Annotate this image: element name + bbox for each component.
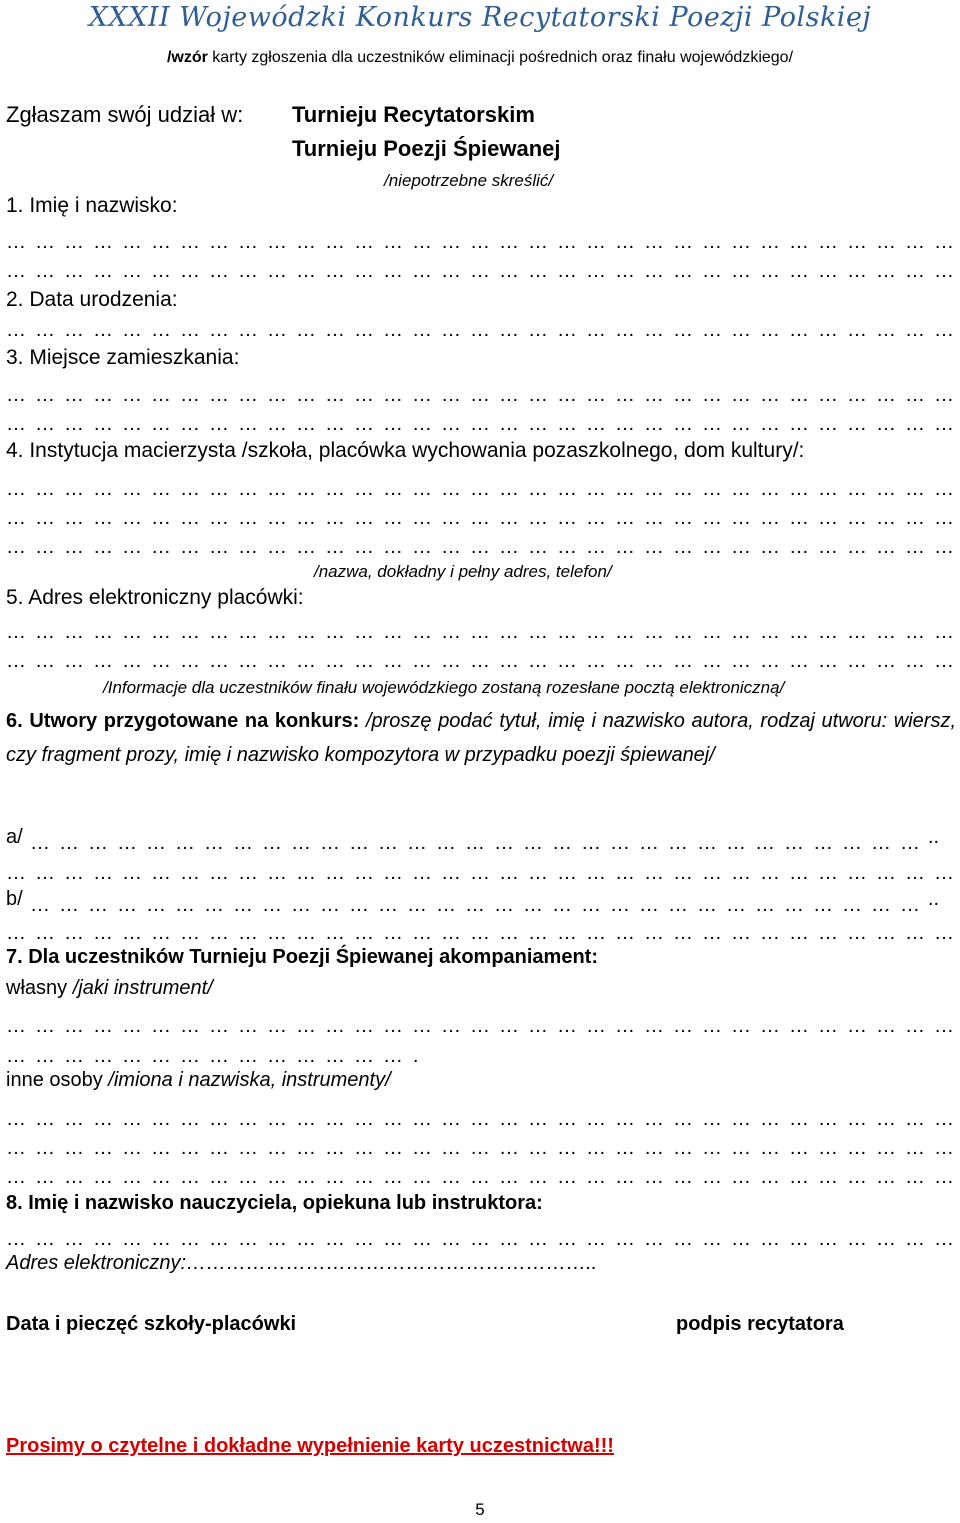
- work-b-line-1[interactable]: [30, 894, 920, 916]
- option-recitation-tournament[interactable]: Turnieju Recytatorskim: [292, 102, 535, 127]
- subtitle-text: karty zgłoszenia dla uczestników eliminacji pośrednich oraz finału wojewódzkiego/: [207, 49, 794, 66]
- field-teacher-line[interactable]: [6, 1228, 954, 1250]
- other-accompaniment-line-2[interactable]: [6, 1137, 954, 1159]
- work-a-label: a/: [6, 826, 23, 848]
- field-email-line-1[interactable]: [6, 621, 954, 643]
- field-residence-line-1[interactable]: [6, 384, 954, 406]
- page-number: 5: [475, 1500, 485, 1519]
- fill-request-notice: Prosimy o czytelne i dokładne wypełnienie karty uczestnictwa!!!: [6, 1435, 614, 1457]
- field-birthdate-line[interactable]: [6, 319, 954, 341]
- other-accompaniment-text: inne osoby: [6, 1069, 109, 1091]
- field-birthdate-label: 2. Data urodzenia:: [6, 288, 178, 311]
- work-a-line-end: ..: [928, 826, 940, 848]
- strike-out-note: /niepotrzebne skreślić/: [384, 171, 554, 190]
- document-title: XXXII Wojewódzki Konkurs Recytatorski Poezji Polskiej: [88, 2, 872, 33]
- field-name-line-1[interactable]: [6, 231, 954, 253]
- teacher-email-field[interactable]: Adres elektroniczny:……………………………………………………..: [6, 1252, 598, 1274]
- other-accompaniment-label: [6, 1069, 391, 1092]
- field-institution-line-1[interactable]: [6, 478, 954, 500]
- other-accompaniment-hint: /imiona i nazwiska, instrumenty/: [108, 1069, 391, 1091]
- subtitle-bold: /wzór: [166, 49, 208, 66]
- own-accompaniment-line-1[interactable]: [6, 1015, 954, 1037]
- field-email-label: 5. Adres elektroniczny placówki:: [6, 586, 304, 609]
- own-accompaniment-line-2[interactable]: [6, 1045, 420, 1067]
- field-works-description: [6, 704, 956, 772]
- field-name-label: 1. Imię i nazwisko:: [6, 194, 178, 217]
- own-accompaniment-hint: /jaki instrument/: [72, 977, 213, 999]
- document-subtitle: [0, 49, 960, 67]
- work-a-line-1[interactable]: [30, 832, 920, 854]
- other-accompaniment-line-3[interactable]: [6, 1166, 954, 1188]
- other-accompaniment-line-1[interactable]: [6, 1108, 954, 1130]
- field-accompaniment-label: 7. Dla uczestników Turnieju Poezji Śpiewanej akompaniament:: [6, 946, 598, 968]
- work-b-line-end: ..: [928, 888, 940, 910]
- field-email-note: /Informacje dla uczestników finału wojewódzkiego zostaną rozesłane pocztą elektroniczną/: [103, 678, 785, 697]
- work-a-line-2[interactable]: [6, 862, 954, 884]
- work-b-line-2[interactable]: [6, 922, 954, 944]
- field-residence-line-2[interactable]: [6, 413, 954, 435]
- signature-label: podpis recytatora: [676, 1313, 844, 1335]
- work-b-label: b/: [6, 888, 23, 910]
- school-stamp-label: Data i pieczęć szkoły-placówki: [6, 1313, 297, 1335]
- participation-label: Zgłaszam swój udział w:: [6, 102, 244, 127]
- field-email-line-2[interactable]: [6, 650, 954, 672]
- option-sung-poetry-tournament[interactable]: Turnieju Poezji Śpiewanej: [292, 136, 561, 161]
- field-institution-label: 4. Instytucja macierzysta /szkoła, placówka wychowania pozaszkolnego, dom kultury/:: [6, 439, 805, 462]
- own-accompaniment-label: [6, 977, 213, 1000]
- field-works-instructions: /proszę podać tytuł, imię i nazwisko autora, rodzaj utworu: wiersz, czy fragment prozy, imię i nazwisko kompozytora w przypadku poezji śpiewanej/: [6, 710, 956, 766]
- field-name-line-2[interactable]: [6, 260, 954, 282]
- field-institution-line-2[interactable]: [6, 507, 954, 529]
- field-institution-line-3[interactable]: [6, 536, 954, 558]
- field-residence-label: 3. Miejsce zamieszkania:: [6, 346, 240, 369]
- field-works-label: 6. Utwory przygotowane na konkurs:: [6, 710, 360, 732]
- field-teacher-label: 8. Imię i nazwisko nauczyciela, opiekuna lub instruktora:: [6, 1192, 543, 1214]
- field-institution-note: /nazwa, dokładny i pełny adres, telefon/: [314, 562, 612, 581]
- own-accompaniment-text: własny: [6, 977, 73, 999]
